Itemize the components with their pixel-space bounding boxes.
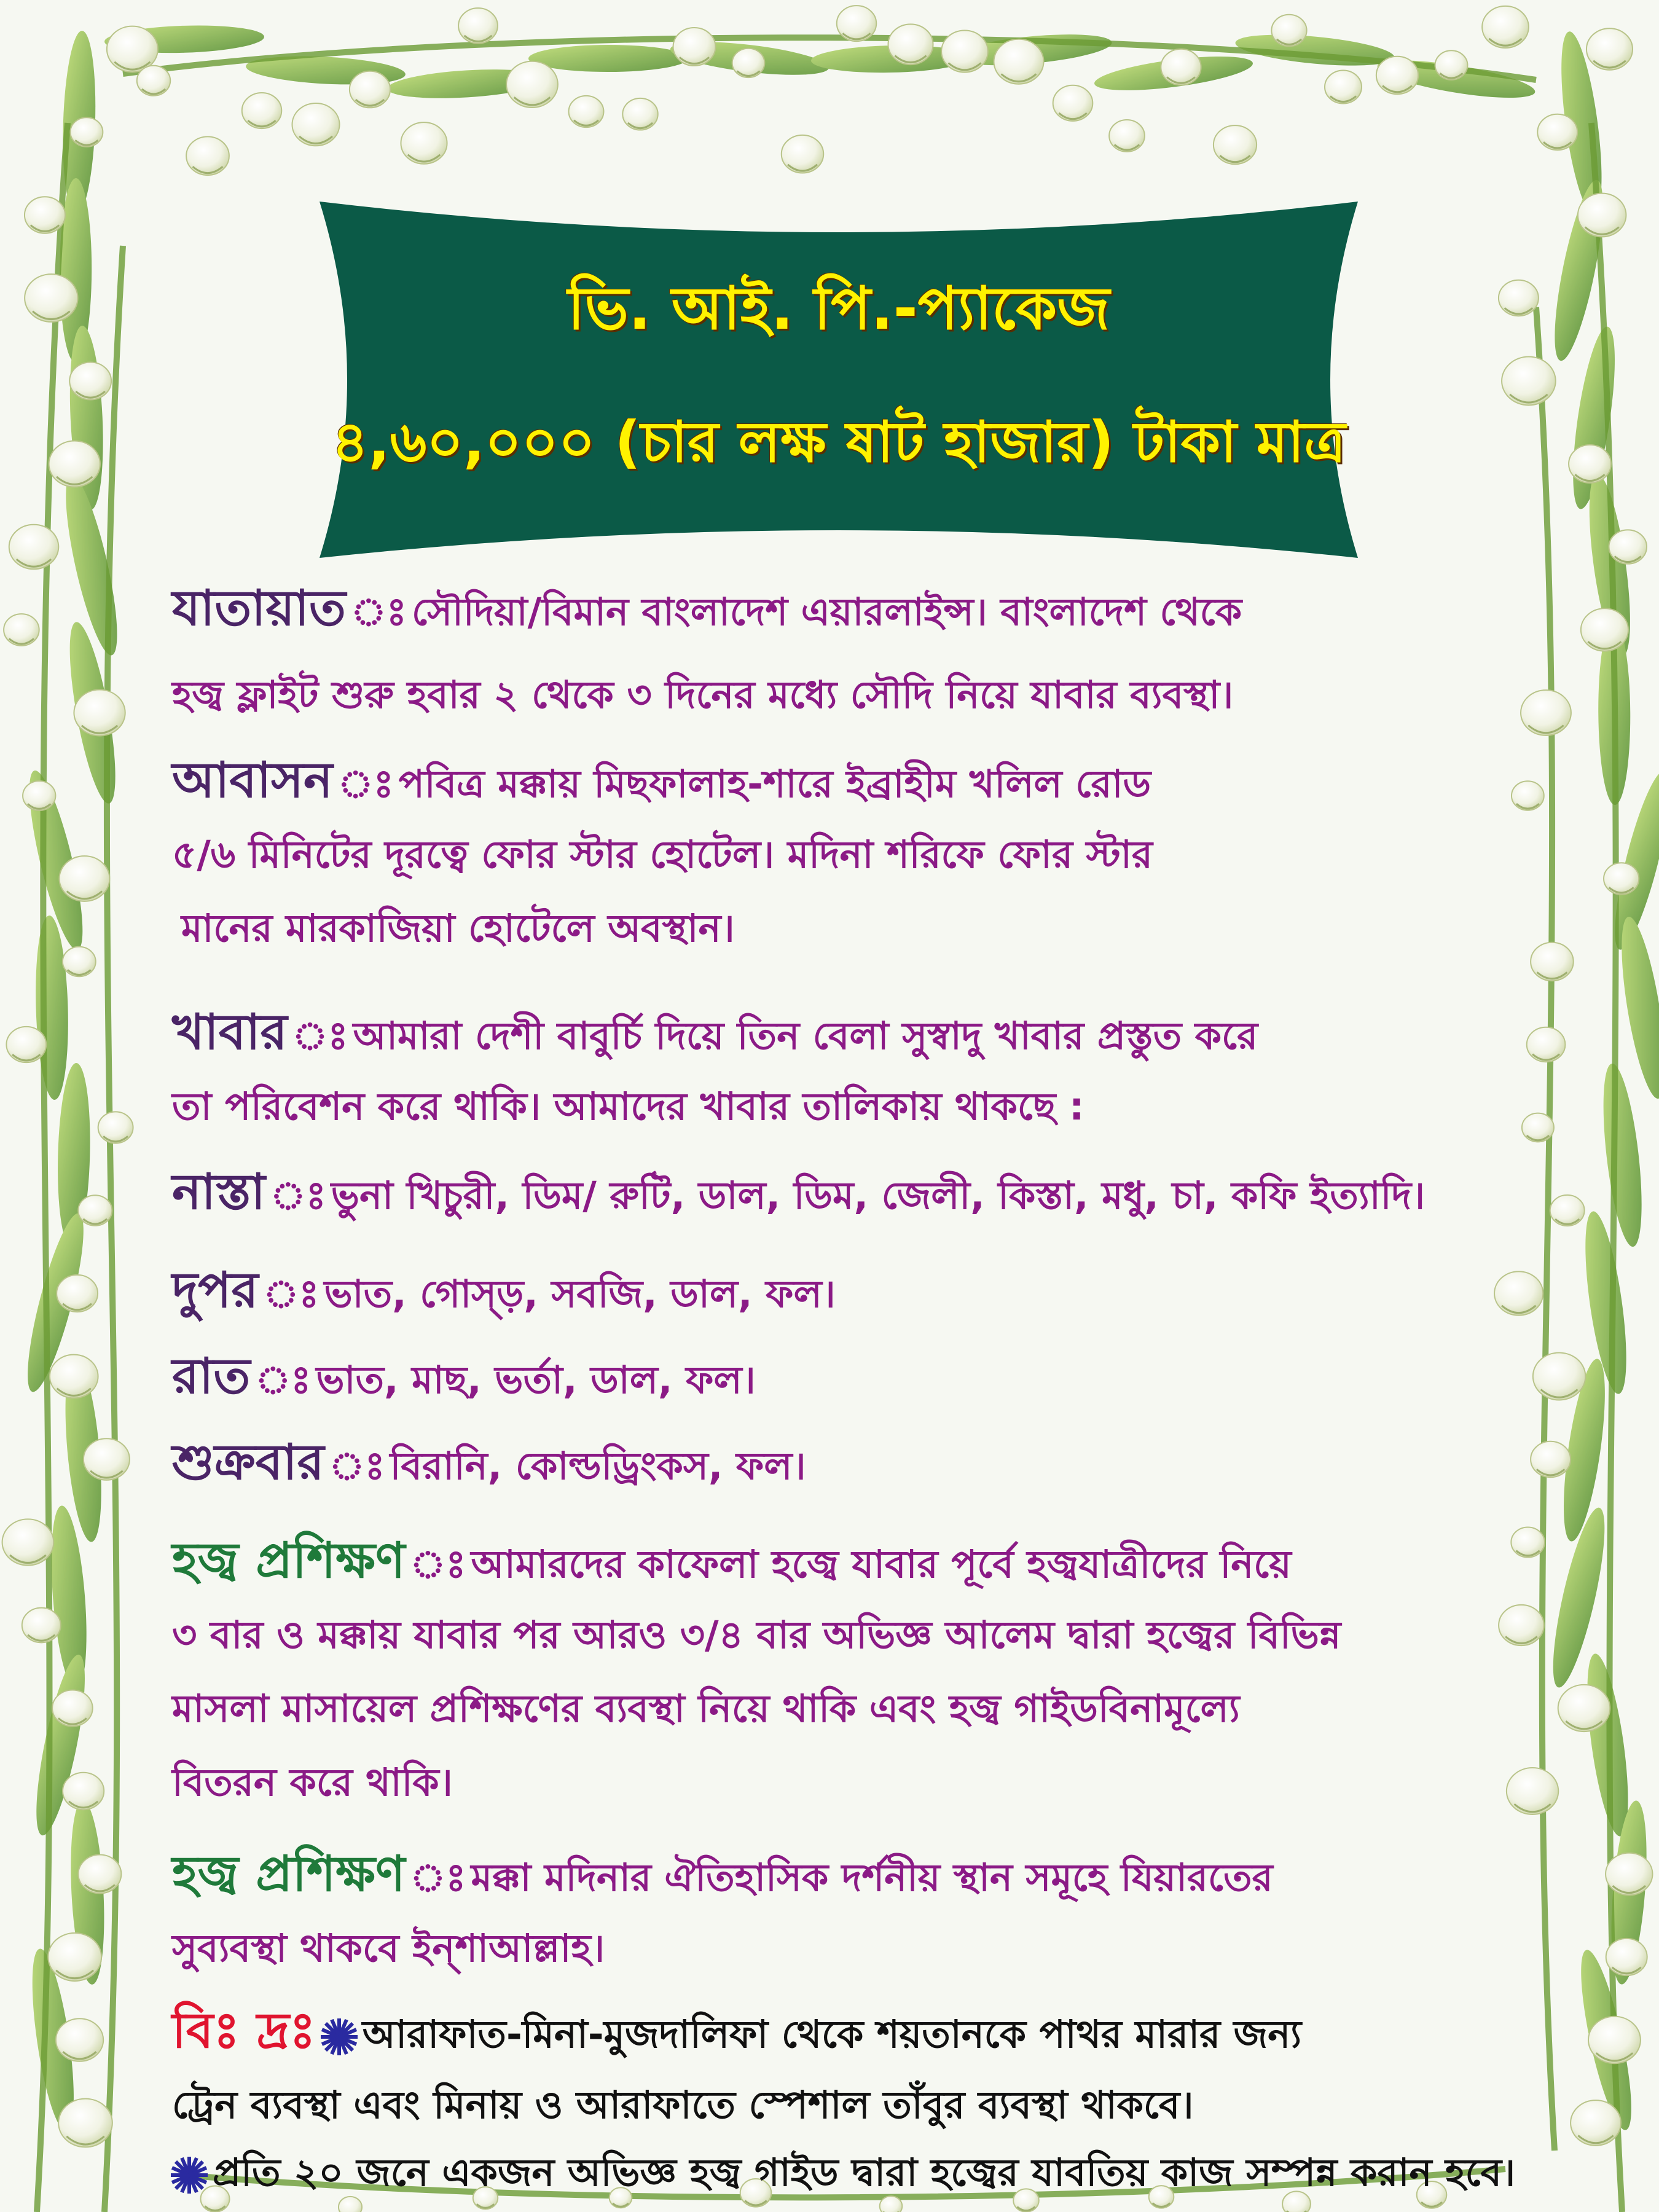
lodging-line-1 [172, 751, 1151, 809]
note-text: আরাফাত-মিনা-মুজদালিফা থেকে শয়তানকে পাথর মারার জন্য [362, 2012, 1302, 2057]
training-line-4: বিতরন করে থাকি। [172, 1760, 453, 1805]
separator: ঃ [329, 1443, 385, 1488]
training-line-1 [172, 1532, 1292, 1589]
separator: ঃ [350, 589, 407, 634]
training-heading: হজ্ব প্রশিক্ষণ [172, 1532, 406, 1589]
separator: ঃ [263, 1271, 320, 1316]
lodging-text: পবিত্র মক্কায় মিছফালাহ-শারে ইব্রাহীম খলিল রোড [398, 761, 1151, 806]
note-line-3 [166, 2150, 1516, 2195]
friday-text: বিরানি, কোল্ডড্রিংকস, ফল। [390, 1443, 806, 1488]
banner-title: ভি. আই. পি.-প্যাকেজ [567, 274, 1110, 343]
lunch-line [172, 1261, 836, 1319]
food-text: আমারা দেশী বাবুর্চি দিয়ে তিন বেলা সুস্বাদু খাবার প্রস্তুত করে [353, 1013, 1258, 1058]
lodging-line-3: মানের মারকাজিয়া হোটেলে অবস্থান। [181, 906, 735, 951]
star-bullet-icon [170, 2155, 209, 2195]
dinner-line [172, 1347, 756, 1405]
note-line-2: ট্রেন ব্যবস্থা এবং মিনায় ও আরাফাতে স্পেশাল তাঁবুর ব্যবস্থা থাকবে। [172, 2082, 1194, 2127]
ziyarat-line-2: সুব্যবস্থা থাকবে ইন্‌শাআল্লাহ। [172, 1926, 605, 1971]
transport-text: সৌদিয়া/বিমান বাংলাদেশ এয়ারলাইন্স। বাংলাদেশ থেকে [411, 589, 1242, 634]
ziyarat-line-1 [172, 1845, 1273, 1902]
separator: ঃ [270, 1173, 326, 1218]
food-line-2: তা পরিবেশন করে থাকি। আমাদের খাবার তালিকায় থাকছে : [172, 1084, 1084, 1129]
breakfast-heading: নাস্তা [172, 1163, 265, 1220]
banner-price: ৪,৬০,০০০ (চার লক্ষ ষাট হাজার) টাকা মাত্র [331, 409, 1346, 475]
training-line-2: ৩ বার ও মক্কায় যাবার পর আরও ৩/৪ বার অভিজ্ঞ আলেম দ্বারা হজ্বের বিভিন্ন [172, 1612, 1341, 1657]
friday-heading: শুক্রবার [172, 1433, 324, 1491]
separator: ঃ [292, 1013, 348, 1058]
note-heading: বিঃ দ্রঃ [172, 2002, 316, 2059]
star-bullet-icon [320, 2017, 359, 2057]
separator: ঃ [255, 1357, 312, 1402]
transport-heading: যাতায়াত [172, 579, 346, 637]
breakfast-line [172, 1163, 1426, 1220]
ziyarat-heading: হজ্ব প্রশিক্ষণ [172, 1845, 406, 1902]
dinner-text: ভাত, মাছ, ভর্তা, ডাল, ফল। [316, 1357, 756, 1402]
dinner-heading: রাত [172, 1347, 251, 1405]
friday-line [172, 1433, 806, 1491]
lodging-line-2: ৫/৬ মিনিটের দূরত্বে ফোর স্টার হোটেল। মদিনা শরিফে ফোর স্টার [172, 832, 1153, 877]
separator: ঃ [410, 1855, 466, 1900]
ziyarat-text: মক্কা মদিনার ঐতিহাসিক দর্শনীয় স্থান সমূহে যিয়ারতের [471, 1855, 1273, 1900]
food-line-1 [172, 1003, 1258, 1061]
lodging-heading: আবাসন [172, 751, 333, 809]
package-banner [320, 195, 1358, 564]
transport-line-2: হজ্ব ফ্লাইট শুরু হবার ২ থেকে ৩ দিনের মধ্যে সৌদি নিয়ে যাবার ব্যবস্থা। [172, 672, 1234, 717]
training-text: আমারদের কাফেলা হজ্বে যাবার পূর্বে হজ্বযাত্রীদের নিয়ে [471, 1542, 1292, 1586]
separator: ঃ [410, 1542, 466, 1586]
note-text: প্রতি ২০ জনে একজন অভিজ্ঞ হজ্ব গাইড দ্বারা হজ্বের যাবতিয় কাজ সম্পন্ন করান হবে। [213, 2150, 1516, 2195]
lunch-text: ভাত, গোস্ড়, সবজি, ডাল, ফল। [324, 1271, 836, 1316]
transport-line-1 [172, 579, 1242, 637]
note-line-1 [172, 2002, 1302, 2059]
separator: ঃ [337, 761, 394, 806]
lunch-heading: দুপর [172, 1261, 259, 1319]
food-heading: খাবার [172, 1003, 288, 1061]
breakfast-text: ভুনা খিচুরী, ডিম/ রুটি, ডাল, ডিম, জেলী, কিস্তা, মধু, চা, কফি ইত্যাদি। [331, 1173, 1426, 1218]
training-line-3: মাসলা মাসায়েল প্রশিক্ষণের ব্যবস্থা নিয়ে থাকি এবং হজ্ব গাইডবিনামূল্যে [172, 1686, 1240, 1731]
